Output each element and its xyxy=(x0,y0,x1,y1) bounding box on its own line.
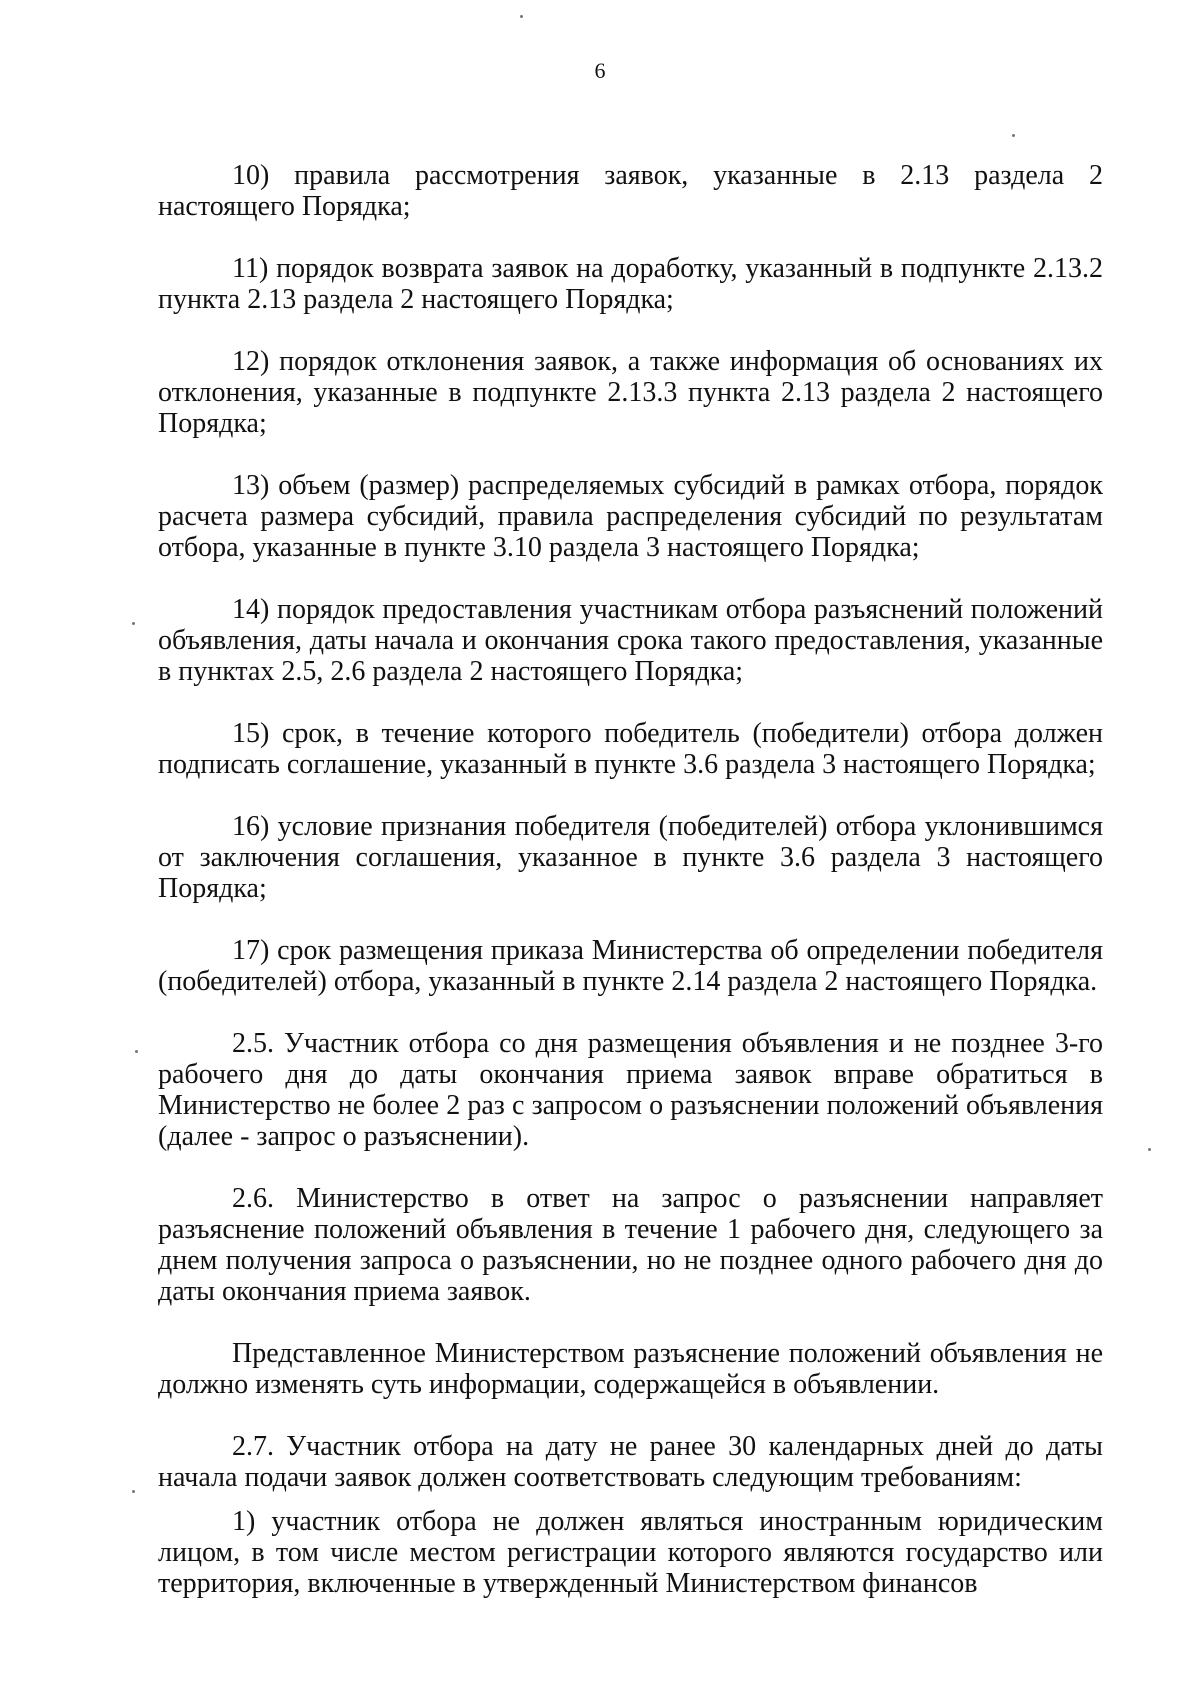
scan-speck xyxy=(132,622,135,625)
scan-speck xyxy=(1012,134,1015,137)
paragraph-item-11: 11) порядок возврата заявок на доработку, указанный в подпункте 2.13.2 пункта 2.13 раздела 2 настоящего Порядка; xyxy=(158,253,1103,315)
paragraph-item-14: 14) порядок предоставления участникам отбора разъяснений положений объявления, даты начала и окончания срока такого предоставления, указанные в пунктах 2.5, 2.6 раздела 2 настоящего Порядка; xyxy=(158,594,1103,687)
paragraph-item-10: 10) правила рассмотрения заявок, указанные в 2.13 раздела 2 настоящего Порядка; xyxy=(158,160,1103,222)
paragraph-item-16: 16) условие признания победителя (победителей) отбора уклонившимся от заключения соглашения, указанное в пункте 3.6 раздела 3 настоящего Порядка; xyxy=(158,811,1103,904)
scan-speck xyxy=(132,1490,135,1493)
paragraph-clause-2-6: 2.6. Министерство в ответ на запрос о разъяснении направляет разъяснение положений объявления в течение 1 рабочего дня, следующего за днем получения запроса о разъяснении, но не позднее одного рабочего дня до даты окончания приема заявок. xyxy=(158,1183,1103,1307)
paragraph-requirement-1: 1) участник отбора не должен являться иностранным юридическим лицом, в том числе местом регистрации которого являются государство или территория, включенные в утвержденный Министерством финансов xyxy=(158,1506,1103,1599)
paragraph-item-17: 17) срок размещения приказа Министерства об определении победителя (победителей) отбора, указанный в пункте 2.14 раздела 2 настоящего Порядка. xyxy=(158,935,1103,997)
page-number: 6 xyxy=(594,58,606,83)
paragraph-item-13: 13) объем (размер) распределяемых субсидий в рамках отбора, порядок расчета размера субсидий, правила распределения субсидий по результатам отбора, указанные в пункте 3.10 раздела 3 настоящего Порядка; xyxy=(158,470,1103,563)
paragraph-clarification: Представленное Министерством разъяснение положений объявления не должно изменять суть информации, содержащейся в объявлении. xyxy=(158,1338,1103,1400)
scan-speck xyxy=(520,15,523,18)
document-body xyxy=(158,160,1103,1599)
scan-speck xyxy=(135,1050,138,1053)
paragraph-clause-2-7: 2.7. Участник отбора на дату не ранее 30 календарных дней до даты начала подачи заявок должен соответствовать следующим требованиям: xyxy=(158,1431,1103,1493)
paragraph-item-12: 12) порядок отклонения заявок, а также информация об основаниях их отклонения, указанные в подпункте 2.13.3 пункта 2.13 раздела 2 настоящего Порядка; xyxy=(158,346,1103,439)
paragraph-clause-2-5: 2.5. Участник отбора со дня размещения объявления и не позднее 3-го рабочего дня до даты окончания приема заявок вправе обратиться в Министерство не более 2 раз с запросом о разъяснении положений объявления (далее - запрос о разъяснении). xyxy=(158,1028,1103,1152)
paragraph-item-15: 15) срок, в течение которого победитель (победители) отбора должен подписать соглашение, указанный в пункте 3.6 раздела 3 настоящего Порядка; xyxy=(158,718,1103,780)
scan-speck xyxy=(1148,1148,1151,1151)
